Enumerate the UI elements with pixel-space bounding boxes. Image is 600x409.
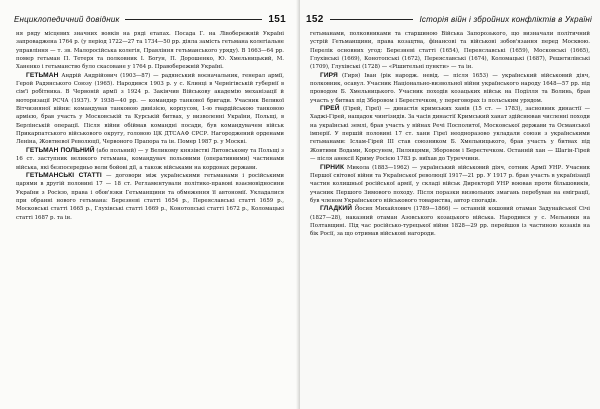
entry-headword: ГИРЯ (320, 71, 338, 79)
entry-headword: ГЕТЬМАН ПОЛЬНИЙ (26, 146, 95, 154)
entry-text: (Гиря) Іван (рік народж. невід. — після 1653) — український військовий діяч, полковник, осавул. Учасник Національно-визвольної війни українського народу 1648—57 рр. під проводом Б. Хмельницького. Учасник походів козацьких військ на Поділля та Волинь, брав участь у битвах під Зборовом і Берестечком, у переговорах із польським урядом. (310, 72, 590, 104)
entry-headword: ГЕТЬМАНСЬКІ СТАТТІ (26, 171, 102, 179)
entry-paragraph (16, 72, 284, 147)
entry-text: (або польний) — у Великому князівстві Литовському та Польщі з 16 ст. заступник великого гетьмана, командувач польовими (оперативними) частинами війська, які безпосередньо вели бойові дії, а також військами на кордонах держави. (16, 147, 284, 171)
entry-headword: ГЛАДКИЙ (320, 205, 353, 213)
entry-paragraph (310, 164, 590, 206)
entry-text: — договори між українськими гетьманами і російськими царями в другій половині 17 — 18 ст. Регламентували політико-правові взаємовідносини України з Росією, права і обов'язки Гетьманщини та обмеження її автономії. Укладалися при обранні нового гетьмана: Березневі статті 1654 р., Переяславські статті 1659 р., Московські статті 1665 р., Глухівські статті 1669 р., Конотопські статті 1672 р., Коломацькі статті 1687 р. та ін. (16, 172, 284, 221)
entry-text: ня ряду місцевих значних вояків на ряді етапах. Посада Г. на Лівобережній Україні запроваджена 1764 р. (у період 1722—27 та 1734—50 рр. діяла замість гетьмана колегіальне управління — т. зв. Малоросійська колегія, Правління гетьманського уряду). В 1663—64 рр. помер гетьман П. Тетеря та полковник І. Богун, П. Дорошенко, Ю. Хмельницький, М. Ханенко і гетьманство було скасоване у 1764 р. Правобережній Україні. (16, 31, 284, 71)
entry-headword: ГІРЕЙ (320, 105, 340, 113)
entry-paragraph (16, 30, 284, 72)
entry-paragraph (310, 105, 590, 163)
entry-paragraph (310, 205, 590, 238)
page-number-right: 152 (306, 13, 324, 25)
entry-paragraph (16, 172, 284, 222)
right-page (300, 0, 600, 409)
entry-text: Микола (1883—1962) — український військовий діяч, сотник Армії УНР. Учасник Першої світової війни та Української революції 1917—21 рр. У 1917 р. брав участь в українізації частин колишньої російської армії, у складі військ Директорії УНР воював проти більшовиків, учасник Першого Зимового походу. Після поразки визвольних змагань перебував на еміграції, був членом Українського військового товариства, автор спогадів. (310, 164, 590, 204)
entry-text: Андрій Андрійович (1903—87) — радянський воєначальник, генерал армії, Герой Радянського Союзу (1965). Народився 1903 р. у с. Клинці в Чернігівській губернії в сім'ї робітника. В Червоній армії з 1924 р. Закінчив Військову академію механізації й моторизації РСЧА (1937). У 1938—40 рр. — командир танкової бригади. Учасник Великої Вітчизняної війни: командував танковою дивізією, корпусом, 1-ю гвардійською танковою армією, брав участь у Московській та Курській битвах, у визволенні України, Польщі, в Берлінській операції. Після війни обіймав командні посади, був командувачем військ Прикарпатського військового округу, головою ЦК ДТСААФ СРСР. Нагороджений орденами Леніна, Жовтневої Революції, Червоного Прапора та ін. Помер 1987 р. у Москві. (16, 72, 284, 146)
header-rule-right (330, 19, 414, 20)
left-page-body (16, 30, 284, 222)
entry-headword: ГІРНИК (320, 163, 345, 171)
entry-headword: ГЕТЬМАН (26, 71, 59, 79)
running-title-left: Енциклопедичний довідник (14, 14, 120, 24)
page-number-left: 151 (268, 13, 286, 25)
entry-paragraph (310, 30, 590, 72)
left-page-header (14, 12, 286, 26)
entry-paragraph (310, 72, 590, 105)
right-page-body (310, 30, 590, 239)
entry-text: Йосип Михайлович (1789—1866) — останній кошовий отаман Задунайської Січі (1827—28), наказний отаман Азовського козацького війська. Народився у с. Мельники на Полтавщині. Під час російсько-турецької війни 1828—29 рр. перейшов із частиною козаків на бік Росії, за що отримав військові нагороди. (310, 206, 591, 238)
header-rule-left (125, 19, 262, 20)
right-page-header (306, 12, 592, 26)
entry-text: гетьманами, полковниками та старшиною Війська Запорозького, що визначали політичний устрій Гетьманщини, права козацтва, фінансові та військові зобов'язання перед Москвою. Перелік основних угод: Березневі статті (1654), Переяславські (1659), Московські (1665), Глухівські (1669), Конотопські (1672), Переяславські (1674), Коломацькі (1687), Решетилівські (1709), Глухівські (1728) — «Рішительні пункти» — та ін. (310, 31, 590, 71)
entry-text: (Гірей, Гіреї) — династія кримських ханів (15 ст. — 1783), засновник династії — Хаджі-Гірей, нащадок чингізидів. За часів династії Кримський ханат здійснював численні походи на українські землі, брав участь у війнах Речі Посполитої, Московської держави та Османської імперії. У першій половині 17 ст. хани Гіреї неодноразово укладали союзи з українськими гетьманами: Іслам-Гірей III став союзником Б. Хмельницького, брав участь у битвах під Жовтими Водами, Корсунем, Пилявцями, Зборовом і Берестечком. Останній хан — Шагін-Гірей — після анексії Криму Росією 1783 р. виїхав до Туреччини. (310, 106, 590, 163)
entry-paragraph (16, 147, 284, 172)
running-title-right: Історія війн і збройних конфліктів в Україні (419, 14, 592, 24)
